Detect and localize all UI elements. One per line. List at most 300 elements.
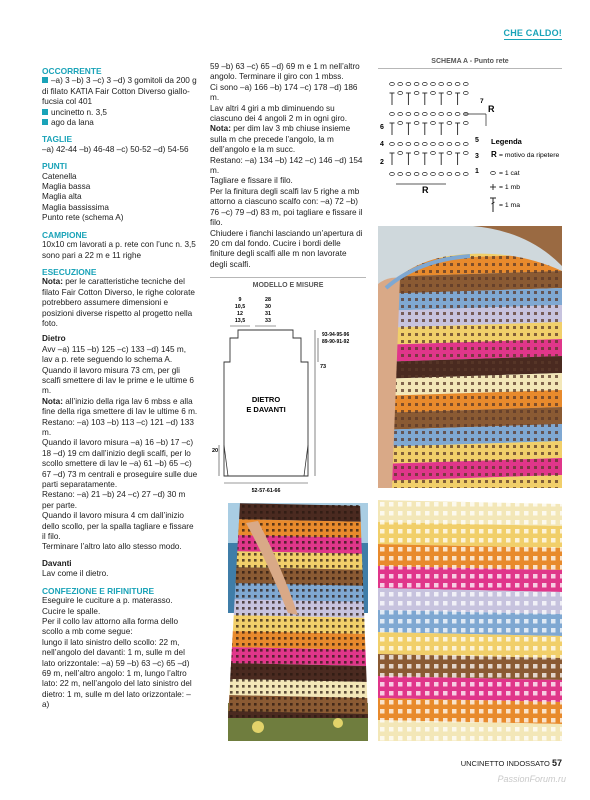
mesh-hole [436, 445, 439, 448]
mesh-hole [485, 417, 488, 420]
mesh-hole [254, 679, 257, 682]
mesh-hole [555, 417, 558, 420]
mesh-hole [513, 417, 516, 420]
dietro-text: Terminare l’altro lato allo stesso modo. [42, 542, 182, 552]
mesh-hole [380, 628, 385, 633]
mesh-hole [320, 655, 323, 658]
mesh-hole [488, 574, 493, 579]
mesh-hole [479, 502, 484, 507]
mesh-hole [254, 709, 257, 712]
mesh-hole [524, 502, 529, 507]
mesh-hole [401, 382, 404, 385]
mesh-hole [266, 589, 269, 592]
mesh-hole [443, 502, 448, 507]
mesh-hole [356, 613, 359, 616]
mesh-hole [242, 601, 245, 604]
mesh-hole [344, 529, 347, 532]
mesh-hole [471, 270, 474, 273]
mesh-hole [272, 625, 275, 628]
mesh-hole [236, 703, 239, 706]
mesh-hole [534, 431, 537, 434]
mesh-hole [290, 649, 293, 652]
mesh-hole [524, 709, 529, 714]
mesh-hole [520, 312, 523, 315]
mesh-hole [308, 583, 311, 586]
mesh-hole [242, 565, 245, 568]
mesh-hole [434, 547, 439, 552]
mesh-hole [515, 709, 520, 714]
mesh-hole [452, 655, 457, 660]
mesh-hole [520, 277, 523, 280]
mesh-hole [326, 577, 329, 580]
mesh-hole [332, 643, 335, 646]
mesh-hole [338, 535, 341, 538]
mesh-hole [520, 452, 523, 455]
mesh-hole [425, 664, 430, 669]
mesh-hole [389, 610, 394, 615]
mesh-hole [320, 541, 323, 544]
mesh-hole [492, 256, 495, 259]
mesh-hole [515, 664, 520, 669]
mesh-hole [284, 517, 287, 520]
mesh-hole [394, 480, 397, 483]
mesh-hole [242, 535, 245, 538]
mesh-hole [492, 312, 495, 315]
mesh-hole [401, 361, 404, 364]
mesh-hole [485, 256, 488, 259]
mesh-hole [278, 631, 281, 634]
mesh-hole [296, 595, 299, 598]
mesh-hole [278, 529, 281, 532]
mesh-hole [542, 502, 547, 507]
mesh-hole [326, 589, 329, 592]
mesh-hole [527, 340, 530, 343]
mesh-hole [464, 305, 467, 308]
mesh-hole [362, 709, 365, 712]
mesh-hole [492, 403, 495, 406]
mesh-hole [488, 700, 493, 705]
mesh-hole [356, 709, 359, 712]
mesh-hole [338, 577, 341, 580]
mesh-hole [520, 438, 523, 441]
mesh-hole [443, 727, 448, 732]
mesh-hole [488, 538, 493, 543]
mesh-hole [470, 709, 475, 714]
mesh-hole [248, 595, 251, 598]
mesh-hole [401, 438, 404, 441]
mesh-hole [497, 592, 502, 597]
mesh-hole [254, 631, 257, 634]
mesh-hole [479, 700, 484, 705]
mesh-hole [533, 556, 538, 561]
mesh-hole [461, 637, 466, 642]
mesh-hole [416, 547, 421, 552]
mesh-hole [534, 277, 537, 280]
mesh-hole [524, 718, 529, 723]
mesh-hole [452, 646, 457, 651]
mesh-hole [457, 480, 460, 483]
mesh-hole [272, 661, 275, 664]
mesh-hole [541, 333, 544, 336]
mesh-hole [350, 643, 353, 646]
mesh-hole [548, 417, 551, 420]
mesh-hole [450, 347, 453, 350]
mesh-hole [248, 673, 251, 676]
mesh-hole [471, 466, 474, 469]
mesh-hole [492, 270, 495, 273]
mesh-hole [485, 375, 488, 378]
mesh-hole [344, 595, 347, 598]
mesh-hole [278, 709, 281, 712]
mesh-hole [332, 511, 335, 514]
mesh-hole [534, 326, 537, 329]
mesh-hole [461, 709, 466, 714]
mesh-hole [478, 410, 481, 413]
mesh-hole [416, 682, 421, 687]
mesh-hole [434, 574, 439, 579]
mesh-hole [394, 466, 397, 469]
mesh-hole [380, 682, 385, 687]
mesh-hole [344, 703, 347, 706]
mesh-hole [533, 529, 538, 534]
mesh-hole [314, 547, 317, 550]
mesh-hole [356, 697, 359, 700]
mesh-hole [272, 691, 275, 694]
mesh-hole [520, 375, 523, 378]
mesh-hole [320, 709, 323, 712]
mesh-hole [485, 368, 488, 371]
mesh-hole [434, 610, 439, 615]
mesh-hole [542, 700, 547, 705]
mesh-hole [506, 326, 509, 329]
mesh-hole [332, 529, 335, 532]
mesh-hole [513, 445, 516, 448]
mesh-hole [425, 502, 430, 507]
mesh-hole [485, 389, 488, 392]
mesh-hole [284, 643, 287, 646]
mesh-hole [398, 565, 403, 570]
mesh-hole [401, 284, 404, 287]
mesh-hole [464, 340, 467, 343]
mesh-hole [551, 556, 556, 561]
mesh-hole [236, 637, 239, 640]
mesh-hole [278, 703, 281, 706]
mesh-hole [338, 523, 341, 526]
mesh-hole [338, 547, 341, 550]
mesh-hole [560, 565, 562, 570]
mesh-hole [506, 382, 509, 385]
mesh-hole [272, 679, 275, 682]
mesh-hole [551, 574, 556, 579]
bullet-square-icon [42, 77, 48, 83]
mesh-hole [290, 667, 293, 670]
mesh-hole [513, 340, 516, 343]
mesh-hole [407, 583, 412, 588]
mesh-hole [457, 340, 460, 343]
mesh-hole [266, 715, 269, 718]
mesh-hole [533, 601, 538, 606]
mesh-hole [499, 382, 502, 385]
mesh-hole [332, 553, 335, 556]
mesh-hole [443, 565, 448, 570]
punti-item: Maglia bassissima [42, 202, 109, 212]
mesh-hole [308, 625, 311, 628]
mesh-hole [551, 736, 556, 741]
mesh-hole [248, 547, 251, 550]
mesh-hole [380, 529, 385, 534]
mesh-hole [479, 709, 484, 714]
mesh-hole [499, 340, 502, 343]
mesh-hole [471, 473, 474, 476]
mesh-hole [443, 718, 448, 723]
mesh-hole [332, 613, 335, 616]
mesh-hole [520, 326, 523, 329]
mesh-hole [560, 538, 562, 543]
mesh-hole [338, 697, 341, 700]
mesh-hole [443, 592, 448, 597]
mesh-hole [314, 529, 317, 532]
mesh-hole [332, 505, 335, 508]
mesh-hole [457, 284, 460, 287]
mesh-hole [314, 667, 317, 670]
mesh-hole [485, 347, 488, 350]
mesh-hole [452, 601, 457, 606]
mesh-hole [443, 601, 448, 606]
dietro-text: Avv –a) 115 –b) 125 –c) 133 –d) 145 m, lav a p. rete seguendo lo schema A. [42, 344, 186, 365]
mesh-hole [332, 709, 335, 712]
mesh-hole [296, 643, 299, 646]
mesh-hole [242, 553, 245, 556]
mesh-hole [471, 445, 474, 448]
mesh-hole [470, 565, 475, 570]
mesh-hole [389, 709, 394, 714]
mesh-hole [506, 333, 509, 336]
mesh-hole [478, 487, 481, 488]
mesh-hole [302, 511, 305, 514]
mesh-hole [314, 697, 317, 700]
mesh-hole [260, 679, 263, 682]
mesh-hole [290, 643, 293, 646]
mesh-hole [314, 631, 317, 634]
mesh-hole [533, 502, 538, 507]
mesh-hole [284, 673, 287, 676]
mesh-hole [296, 649, 299, 652]
mesh-hole [326, 523, 329, 526]
mesh-hole [443, 368, 446, 371]
mesh-hole [429, 410, 432, 413]
mesh-hole [488, 709, 493, 714]
mesh-hole [389, 583, 394, 588]
mesh-hole [464, 277, 467, 280]
mesh-hole [524, 592, 529, 597]
mesh-hole [450, 340, 453, 343]
slit-measure: 20 [212, 448, 219, 454]
chain-stitch [447, 112, 452, 115]
mesh-hole [478, 445, 481, 448]
mesh-hole [524, 736, 529, 741]
mesh-hole [326, 709, 329, 712]
mesh-hole [506, 511, 511, 516]
mesh-hole [443, 529, 448, 534]
shoulder-measure: 13,5 [234, 318, 246, 324]
neck-measure: 33 [265, 318, 271, 324]
mesh-hole [485, 396, 488, 399]
mesh-hole [296, 673, 299, 676]
mesh-hole [499, 305, 502, 308]
mesh-hole [408, 487, 411, 488]
mesh-hole [254, 655, 257, 658]
mesh-hole [461, 727, 466, 732]
mesh-hole [338, 667, 341, 670]
mesh-hole [425, 610, 430, 615]
mesh-hole [533, 538, 538, 543]
mesh-hole [513, 438, 516, 441]
mesh-hole [407, 592, 412, 597]
mesh-hole [296, 685, 299, 688]
mesh-hole [407, 718, 412, 723]
mesh-hole [506, 291, 509, 294]
mesh-hole [254, 715, 257, 718]
mesh-hole [407, 547, 412, 552]
mesh-hole [551, 502, 556, 507]
mesh-hole [520, 445, 523, 448]
mesh-hole [308, 649, 311, 652]
mesh-hole [515, 691, 520, 696]
mesh-hole [471, 410, 474, 413]
mesh-hole [407, 601, 412, 606]
mesh-hole [443, 709, 448, 714]
bullet-square-icon [42, 119, 48, 125]
mesh-hole [302, 685, 305, 688]
davanti-text: Lav come il dietro. [42, 569, 109, 579]
mesh-hole [254, 625, 257, 628]
mesh-hole [260, 637, 263, 640]
mesh-hole [248, 643, 251, 646]
mesh-hole [515, 583, 520, 588]
mesh-hole [555, 277, 558, 280]
mesh-hole [457, 487, 460, 488]
confezione-text: Eseguire le cuciture a p. materasso. [42, 596, 173, 606]
mesh-hole [560, 628, 562, 633]
mesh-hole [350, 559, 353, 562]
mesh-hole [560, 574, 562, 579]
mesh-hole [527, 270, 530, 273]
mesh-hole [560, 502, 562, 507]
mesh-hole [230, 631, 233, 634]
mesh-hole [242, 667, 245, 670]
mesh-hole [461, 502, 466, 507]
mesh-hole [408, 382, 411, 385]
dietro-heading: Dietro [42, 334, 66, 344]
confezione-text: 59 –b) 63 –c) 65 –d) 69 m e 1 m nell’altro angolo. Terminare il giro con 1 mbss. [210, 62, 360, 82]
mesh-hole [408, 452, 411, 455]
mesh-hole [479, 583, 484, 588]
mesh-hole [497, 601, 502, 606]
mesh-hole [272, 715, 275, 718]
mesh-hole [542, 592, 547, 597]
mesh-hole [326, 685, 329, 688]
mesh-hole [485, 382, 488, 385]
mesh-hole [551, 511, 556, 516]
mesh-hole [338, 559, 341, 562]
chain-stitch [422, 82, 427, 85]
mesh-hole [332, 625, 335, 628]
mesh-hole [260, 583, 263, 586]
mesh-hole [356, 547, 359, 550]
mesh-hole [362, 685, 365, 688]
mesh-hole [471, 452, 474, 455]
mesh-hole [314, 691, 317, 694]
mesh-hole [478, 354, 481, 357]
length-measure: 89-90-91-92 [322, 339, 350, 345]
mesh-hole [506, 502, 511, 507]
mesh-hole [541, 431, 544, 434]
mesh-hole [314, 541, 317, 544]
mesh-hole [408, 424, 411, 427]
mesh-hole [464, 487, 467, 488]
mesh-hole [452, 628, 457, 633]
mesh-hole [542, 655, 547, 660]
mesh-hole [356, 643, 359, 646]
mesh-hole [497, 619, 502, 624]
mesh-hole [478, 340, 481, 343]
mesh-hole [296, 553, 299, 556]
mesh-hole [407, 664, 412, 669]
mesh-hole [242, 505, 245, 508]
mesh-hole [452, 727, 457, 732]
mesh-hole [485, 480, 488, 483]
mesh-hole [548, 424, 551, 427]
mesh-hole [416, 502, 421, 507]
mesh-hole [533, 673, 538, 678]
mesh-hole [236, 661, 239, 664]
chain-stitch [398, 172, 403, 175]
mesh-hole [479, 691, 484, 696]
mesh-hole [415, 382, 418, 385]
mesh-hole [506, 691, 511, 696]
mesh-hole [248, 541, 251, 544]
mesh-hole [320, 715, 323, 718]
mesh-hole [443, 637, 448, 642]
mesh-hole [422, 368, 425, 371]
mesh-hole [478, 270, 481, 273]
mesh-hole [436, 284, 439, 287]
mesh-hole [464, 298, 467, 301]
neck-measure: 31 [265, 311, 271, 317]
mesh-hole [308, 703, 311, 706]
mesh-hole [272, 613, 275, 616]
mesh-hole [230, 613, 233, 616]
legend-title: Legenda [491, 137, 522, 146]
mesh-hole [461, 538, 466, 543]
mesh-hole [534, 340, 537, 343]
mesh-hole [551, 637, 556, 642]
mesh-hole [443, 270, 446, 273]
mesh-hole [499, 354, 502, 357]
mesh-hole [415, 431, 418, 434]
occorrente-item: –a) 3 –b) 3 –c) 3 –d) 3 gomitoli da 200 g di filato KATIA Fair Cotton Diverso giallo-fucsia col 401 [42, 76, 197, 107]
mesh-hole [443, 664, 448, 669]
mesh-hole [350, 571, 353, 574]
mesh-hole [527, 319, 530, 322]
mesh-hole [332, 679, 335, 682]
mesh-hole [398, 637, 403, 642]
mesh-hole [488, 682, 493, 687]
mesh-hole [497, 682, 502, 687]
mesh-hole [320, 673, 323, 676]
mesh-hole [344, 559, 347, 562]
mesh-hole [450, 445, 453, 448]
